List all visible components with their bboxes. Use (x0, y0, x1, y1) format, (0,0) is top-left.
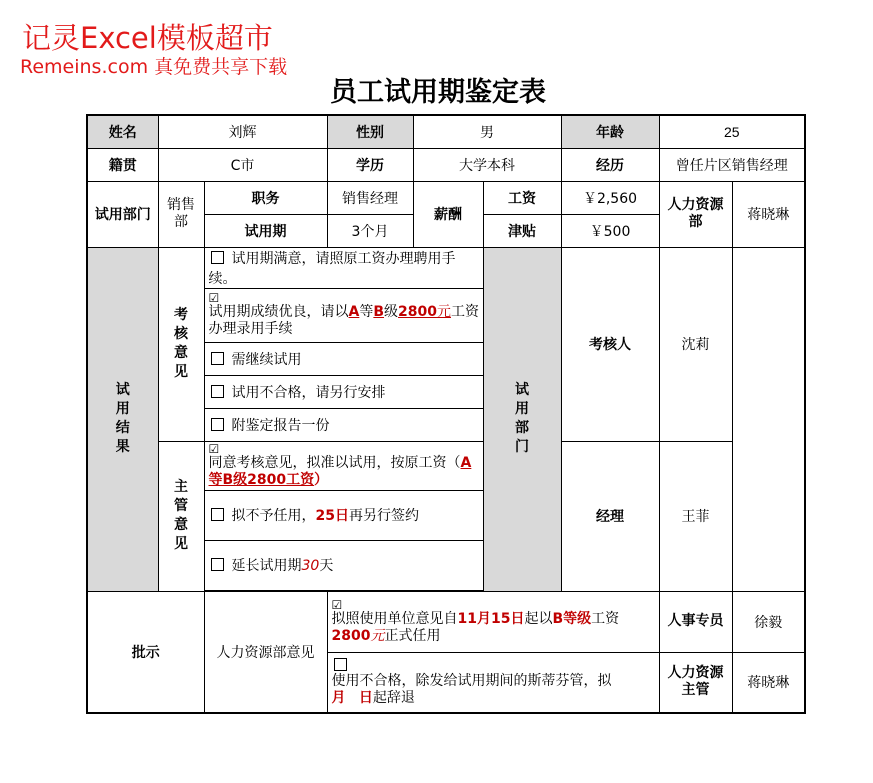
checkbox-empty-icon[interactable] (211, 352, 224, 365)
hr-specialist-label: 人事专员 (659, 591, 732, 652)
supervisor-row-1 (87, 441, 805, 490)
period-label: 试用期 (204, 214, 327, 247)
period-value: 3个月 (327, 214, 413, 247)
experience-label: 经历 (561, 148, 659, 181)
position-value: 销售经理 (327, 181, 413, 214)
manager-label: 经理 (561, 441, 659, 591)
assessor-value: 沈莉 (659, 247, 732, 441)
assessor-label: 考核人 (561, 247, 659, 441)
row-basic-2 (87, 148, 805, 181)
experience-value: 曾任片区销售经理 (659, 148, 805, 181)
checkbox-empty-icon[interactable] (211, 558, 224, 571)
position-label: 职务 (204, 181, 327, 214)
gender-value: 男 (413, 115, 561, 148)
approval-option-1[interactable]: ☑ 拟照使用单位意见自11月15日起以B等级工资2800元正式任用 (327, 591, 659, 652)
age-label: 年龄 (561, 115, 659, 148)
origin-value: C市 (158, 148, 327, 181)
assess-row-1 (87, 247, 805, 288)
checkbox-empty-icon[interactable] (211, 418, 224, 431)
assess-option-1[interactable]: 试用期满意，请照原工资办理聘用手续。 (204, 247, 483, 288)
checkbox-checked-icon[interactable]: ☑ (208, 291, 220, 305)
trial-dept-vertical-label: 试用部门 (483, 247, 561, 591)
trial-dept-value: 销售部 (158, 181, 204, 247)
wage-label: 工资 (483, 181, 561, 214)
name-label: 姓名 (87, 115, 158, 148)
supervisor-option-3[interactable]: 延长试用期30天 (204, 540, 483, 590)
approval-row-1 (87, 591, 805, 652)
hr-dept-label: 人力资源部 (659, 181, 732, 247)
row-basic-1 (87, 115, 805, 148)
supervisor-opinion-label: 主管意见 (158, 441, 204, 591)
trial-result-label: 试用结果 (87, 247, 158, 591)
supervisor-option-2[interactable]: 拟不予任用，25日再另行签约 (204, 490, 483, 540)
wage-value: ￥2,560 (561, 181, 659, 214)
assess-option-3[interactable]: 需继续试用 (204, 342, 483, 375)
origin-label: 籍贯 (87, 148, 158, 181)
allowance-label: 津贴 (483, 214, 561, 247)
manager-value: 王菲 (659, 441, 732, 591)
checkbox-empty-icon[interactable] (211, 508, 224, 521)
hr-head-label: 人力资源主管 (659, 652, 732, 713)
hr-opinion-label: 人力资源部意见 (204, 591, 327, 713)
approval-label: 批示 (87, 591, 204, 713)
assess-option-2[interactable]: ☑ 试用期成绩优良，请以A等B级2800元工资办理录用手续 (204, 288, 483, 342)
watermark-site: Remeins.com 真免费共享下载 (20, 56, 288, 78)
row-trial-1 (87, 181, 805, 214)
salary-label: 薪酬 (413, 181, 483, 247)
allowance-value: ￥500 (561, 214, 659, 247)
approval-option-2[interactable]: 使用不合格，除发给试用期间的斯蒂芬管，拟 月 日起辞退 (327, 652, 659, 713)
evaluation-form (86, 114, 806, 714)
checkbox-empty-icon[interactable] (211, 385, 224, 398)
page-title: 员工试用期鉴定表 (330, 77, 546, 108)
trial-dept-label: 试用部门 (87, 181, 158, 247)
watermark-brand: 记灵Excel模板超市 (22, 21, 273, 55)
assessment-opinion-label: 考核意见 (158, 247, 204, 441)
assess-option-4[interactable]: 试用不合格，请另行安排 (204, 375, 483, 408)
age-value: 25 (659, 115, 805, 148)
checkbox-empty-icon[interactable] (211, 251, 224, 264)
education-value: 大学本科 (413, 148, 561, 181)
hr-dept-value: 蒋晓琳 (732, 181, 805, 247)
checkbox-empty-icon[interactable] (334, 658, 347, 671)
hr-head-value: 蒋晓琳 (732, 652, 805, 713)
name-value: 刘辉 (158, 115, 327, 148)
assess-option-5[interactable]: 附鉴定报告一份 (204, 408, 483, 441)
checkbox-checked-icon[interactable]: ☑ (331, 597, 343, 612)
gender-label: 性别 (327, 115, 413, 148)
supervisor-option-1[interactable]: ☑ 同意考核意见，拟准以试用，按原工资（A等B级2800工资） (204, 441, 483, 490)
education-label: 学历 (327, 148, 413, 181)
checkbox-checked-icon[interactable]: ☑ (208, 441, 220, 456)
hr-specialist-value: 徐毅 (732, 591, 805, 652)
